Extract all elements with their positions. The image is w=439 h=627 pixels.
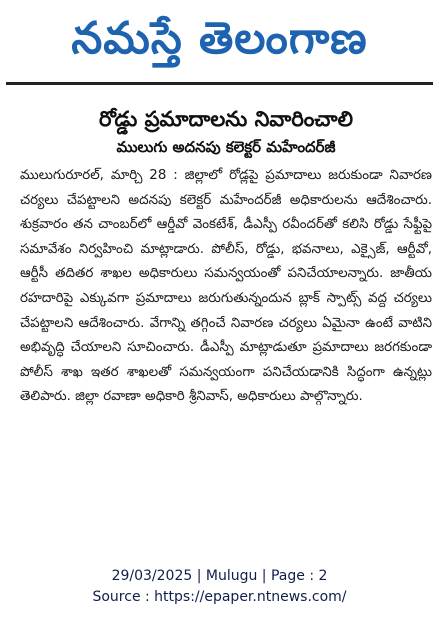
edition-info: 29/03/2025 | Mulugu | Page : 2: [111, 568, 328, 584]
article-headline: రోడ్డు ప్రమాదాలను నివారించాలి: [99, 107, 353, 131]
newspaper-masthead: [0, 0, 439, 80]
source-info: Source : https://epaper.ntnews.com/: [92, 589, 347, 605]
masthead-title: నమస్తే తెలంగాణ: [71, 13, 368, 64]
news-article: [20, 104, 432, 564]
article-subheadline: ములుగు అదనపు కలెక్టర్ మహేందర్‌జీ: [116, 138, 336, 156]
article-body: ములుగురూరల్, మార్చి 28 : జిల్లాలో రోడ్లపై ప్రమాదాలు జరుకుండా నివారణ చర్యలు చేపట్టాలని అదనపు కలెక్టర్ మహేందర్‌జీ అధికారులను ఆదేశించారు. శుక్రవారం తన చాంబర్‌లో ఆర్డీవో వెంకటేశ్, డీఎస్పీ రవీందర్‌తో కలిసి రోడ్డు సేఫ్టీపై సమావేశం నిర్వహించి మాట్లాడారు. పోలీస్, రోడ్డు, భవనాలు, ఎక్సైజ్, ఆర్టీవో, ఆర్టీసీ తదితర శాఖల అధికారులు సమన్వయంతో పనిచేయాలన్నారు. జాతీయ రహదారిపై ఎక్కువగా ప్రమాదాలు జరుగుతున్నందున బ్లాక్ స్పాట్స్ వద్ద చర్యలు చేపట్టాలని ఆదేశించారు. వేగాన్ని తగ్గించే నివారణ చర్యలు ఏమైనా ఉంటే వాటిని అభివృద్ధి చేయాలని సూచించారు. డీఎస్పీ మాట్లాడుతూ ప్రమాదాలు జరగకుండా పోలీస్ శాఖ ఇతర శాఖలతో సమన్వయంగా పనిచేయడానికి సిద్ధంగా ఉన్నట్లు తెలిపారు. జిల్లా రవాణా అధికారి శ్రీనివాస్, అధికారులు పాల్గొన్నారు.: [20, 168, 432, 405]
masthead-divider: [6, 82, 433, 85]
